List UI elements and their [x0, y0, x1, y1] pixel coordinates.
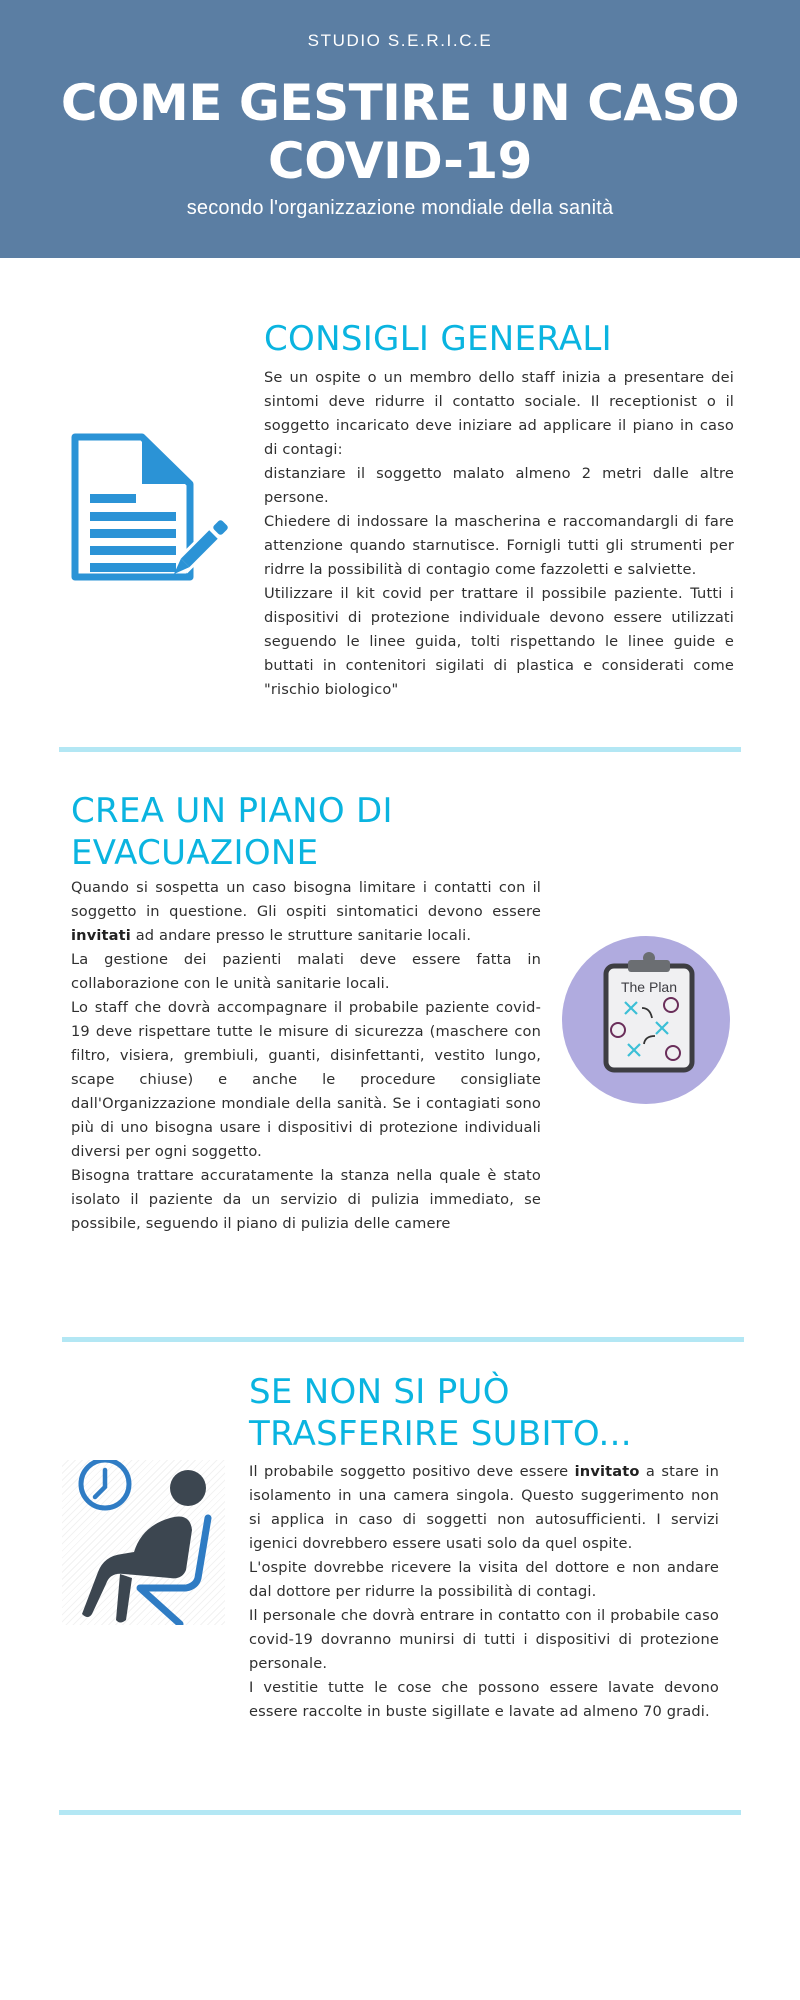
page-title: [0, 74, 800, 190]
page-header: [0, 0, 800, 258]
paragraph: Il personale che dovrà entrare in contatto con il probabile caso covid-19 dovranno munirsi di tutti i dispositivi di protezione personale.: [249, 1607, 719, 1672]
paragraph: Utilizzare il kit covid per trattare il possibile paziente. Tutti i dispositivi di protezione individuale devono essere utilizzati seguendo le linee guida, tolti rispettando le linee guide e buttati in contenitori sigilati di plastica e considerati come "rischio biologico": [264, 585, 734, 698]
paragraph: La gestione dei pazienti malati deve essere fatta in collaborazione con le unità sanitarie locali.: [71, 951, 541, 992]
section-body-consigli-generali: [264, 366, 734, 702]
title-line-1: COME GESTIRE UN CASO: [60, 74, 740, 132]
paragraph: L'ospite dovrebbe ricevere la visita del dottore e non andare dal dottore per ridurre la possibilità di contagi.: [249, 1559, 719, 1600]
heading-line-2: EVACUAZIONE: [71, 833, 319, 873]
page-subtitle: secondo l'organizzazione mondiale della sanità: [186, 197, 614, 219]
paragraph: Se un ospite o un membro dello staff inizia a presentare dei sintomi deve ridurre il contatto sociale. Il receptionist o il soggetto incaricato deve iniziare ad applicare il piano in caso di contagi:: [264, 369, 734, 458]
paragraph: distanziare il soggetto malato almeno 2 metri dalle altre persone.: [264, 465, 734, 506]
paragraph: Quando si sospetta un caso bisogna limitare i contatti con il soggetto in questione. Gli ospiti sintomatici devono essere invitati ad andare presso le strutture sanitarie locali.: [71, 879, 541, 944]
studio-name: STUDIO S.E.R.I.C.E: [307, 31, 493, 50]
heading-line-1: SE NON SI PUÒ: [249, 1372, 510, 1412]
paragraph: Chiedere di indossare la mascherina e raccomandargli di fare attenzione quando starnutisce. Fornigli tutti gli strumenti per ridrre la possibilità di contagio come fazzoletti e salviette.: [264, 513, 734, 578]
section-heading-consigli-generali: CONSIGLI GENERALI: [264, 319, 612, 359]
paragraph: I vestitie tutte le cose che possono essere lavate devono essere raccolte in buste sigillate e lavate ad almeno 70 gradi.: [249, 1679, 719, 1720]
bold-invitati: invitati: [71, 927, 131, 944]
svg-text:The Plan: The Plan: [620, 979, 678, 995]
paragraph: Bisogna trattare accuratamente la stanza nella quale è stato isolato il paziente da un servizio di pulizia immediato, se possibile, seguendo il piano di pulizia delle camere: [71, 1167, 541, 1232]
section-divider: [59, 747, 741, 752]
section-heading-trasferire-subito: [249, 1371, 749, 1455]
waiting-room-person-icon: [62, 1460, 225, 1625]
paragraph: Lo staff che dovrà accompagnare il probabile paziente covid-19 deve rispettare tutte le misure di sicurezza (maschere con filtro, visiera, grembiuli, guanti, disinfettanti, vestito lungo, scape chiuse) e anche le procedure consigliate dall'Organizzazione mondiale della sanità. Se i contagiati sono più di uno bisogna usare i dispositivi di protezione individuali diversi per ogni soggetto.: [71, 999, 541, 1160]
section-divider: [59, 1810, 741, 1815]
heading-line-2: TRASFERIRE SUBITO...: [249, 1414, 632, 1454]
the-plan-clipboard-icon: [562, 936, 730, 1104]
document-edit-icon: [70, 432, 230, 607]
title-line-2: COVID-19: [268, 132, 532, 190]
paragraph: Il probabile soggetto positivo deve essere invitato a stare in isolamento in una camera singola. Questo suggerimento non si applica in caso di soggetti non autosufficienti. I servizi igenici dovrebbero essere usati solo da quel ospite.: [249, 1463, 719, 1552]
section-heading-piano-evacuazione: [71, 790, 551, 874]
section-body-piano-evacuazione: [71, 876, 541, 1236]
heading-line-1: CREA UN PIANO DI: [71, 791, 393, 831]
bold-invitato: invitato: [574, 1463, 640, 1480]
section-divider: [62, 1337, 744, 1342]
section-body-trasferire-subito: [249, 1460, 719, 1724]
